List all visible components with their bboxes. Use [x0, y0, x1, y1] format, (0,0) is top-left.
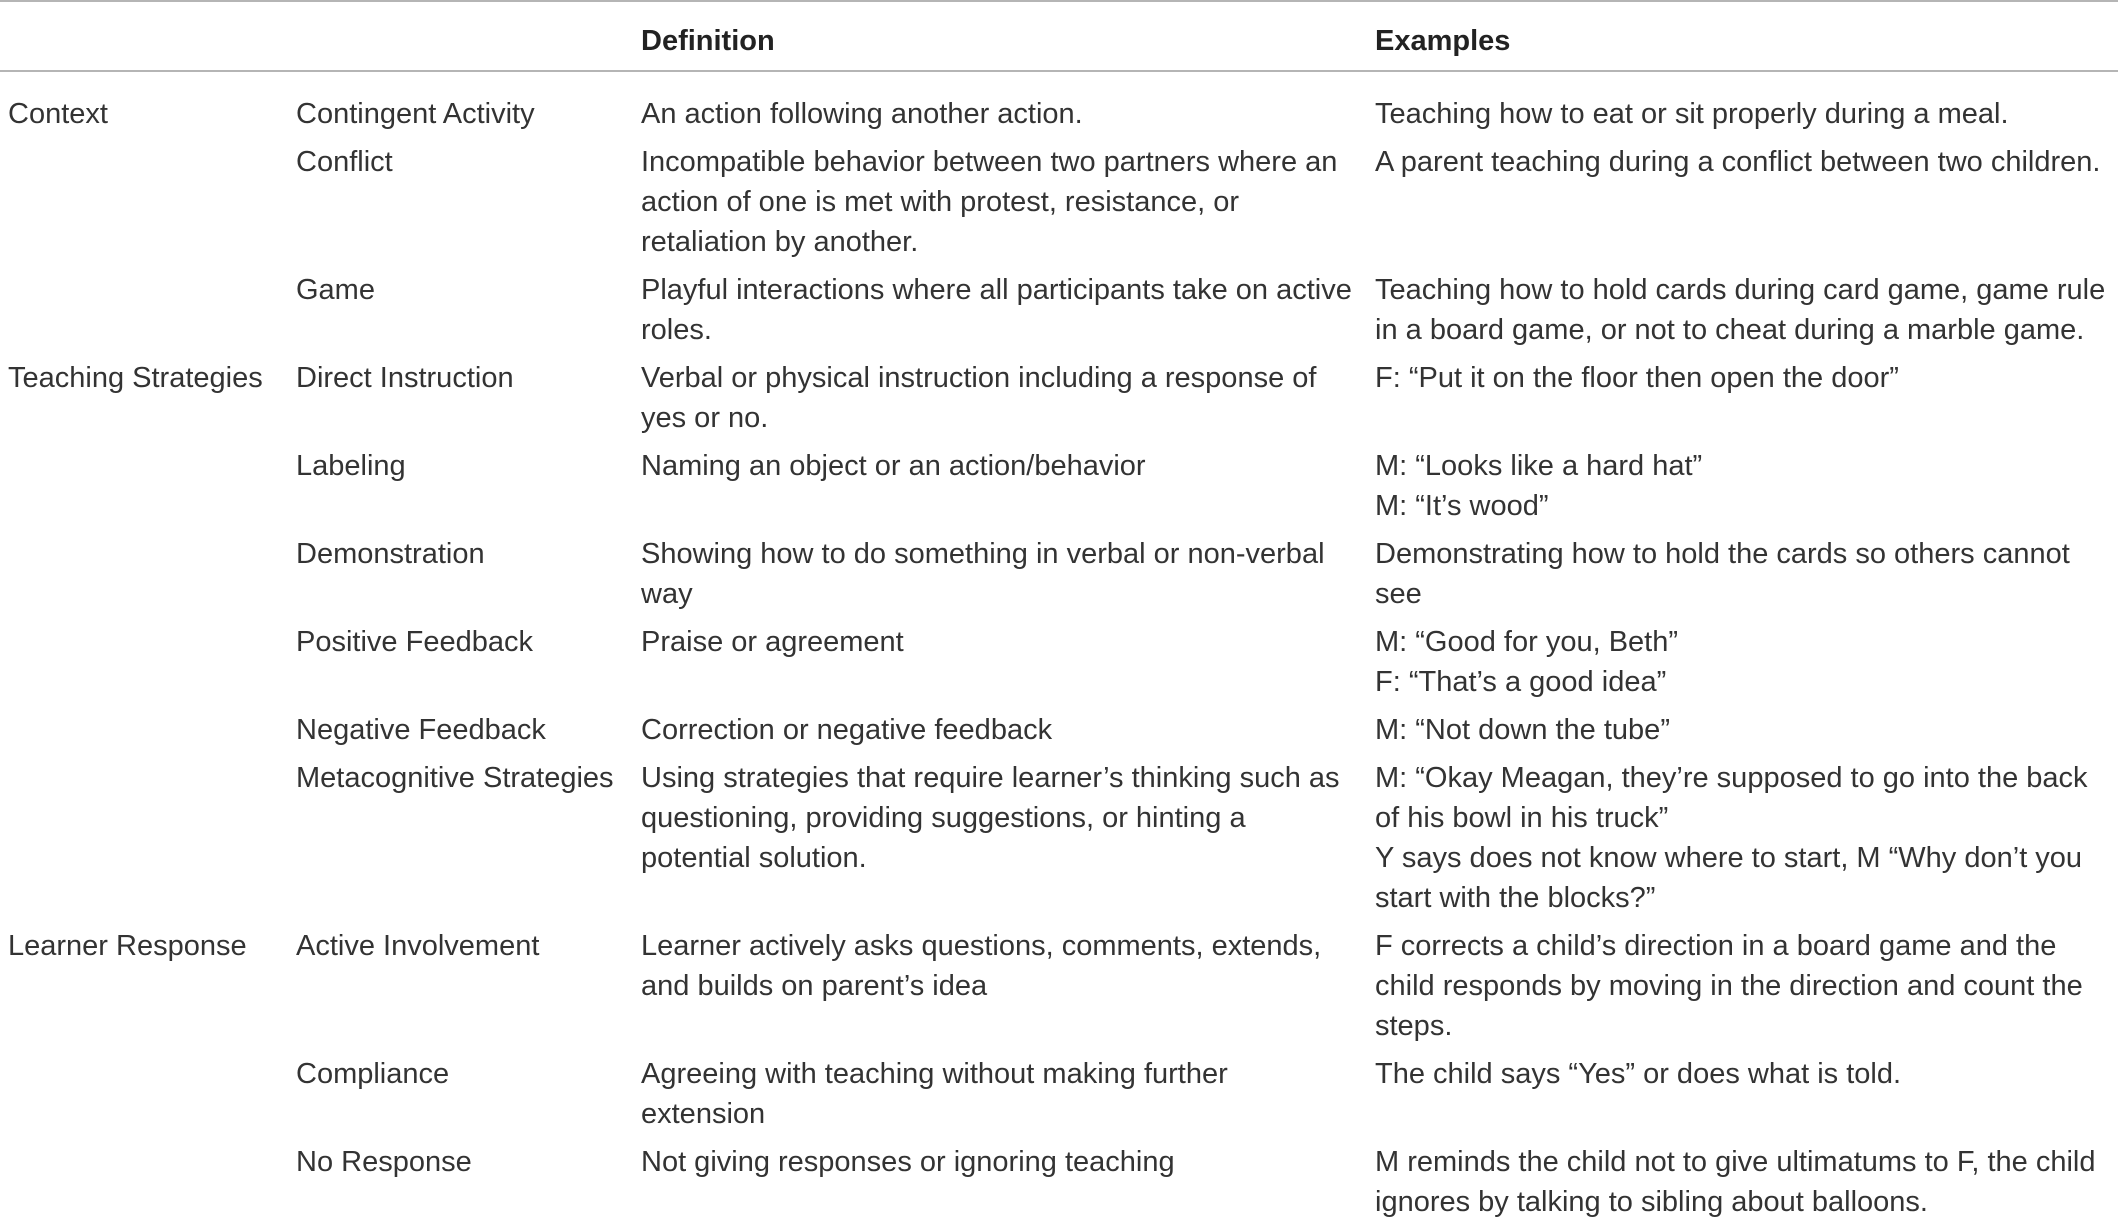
example-line: F: “That’s a good idea”: [1375, 666, 1667, 698]
table-row: [0, 758, 2118, 926]
table-row: [0, 710, 2118, 758]
definition-cell: Using strategies that require learner’s thinking such as questioning, providing suggestions, or hinting a potential solution.: [641, 762, 1340, 874]
group-cell: [0, 1142, 288, 1222]
definition-cell: Learner actively asks questions, comments, extends, and builds on parent’s idea: [641, 930, 1322, 1002]
table-row: [0, 358, 2118, 446]
table-header: [0, 1, 2118, 71]
examples-cell: [1367, 926, 2118, 1054]
category-cell: Game: [296, 274, 375, 306]
example-line: M: “It’s wood”: [1375, 490, 1549, 522]
table-row: [0, 926, 2118, 1054]
group-cell: Learner Response: [8, 930, 247, 962]
examples-cell: [1367, 710, 2118, 758]
definition-cell: Showing how to do something in verbal or non-verbal way: [641, 538, 1325, 610]
header-definition: Definition: [633, 1, 1367, 71]
example-line: F: “Put it on the floor then open the door”: [1375, 362, 1899, 394]
group-cell: [0, 758, 288, 926]
definition-cell: Correction or negative feedback: [641, 714, 1053, 746]
group-cell: [0, 1054, 288, 1142]
table-row: [0, 142, 2118, 270]
table-row: [0, 1142, 2118, 1222]
example-line: A parent teaching during a conflict between two children.: [1375, 146, 2101, 178]
examples-cell: [1367, 622, 2118, 710]
group-cell: [0, 534, 288, 622]
category-cell: Demonstration: [296, 538, 485, 570]
example-line: M: “Not down the tube”: [1375, 714, 1670, 746]
definition-cell: Playful interactions where all participants take on active roles.: [641, 274, 1352, 346]
examples-cell: [1367, 142, 2118, 270]
group-cell: [0, 622, 288, 710]
header-group: [0, 1, 288, 71]
example-line: Teaching how to hold cards during card game, game rule in a board game, or not to cheat during a marble game.: [1375, 274, 2106, 346]
group-cell: Teaching Strategies: [8, 362, 263, 394]
header-examples: Examples: [1367, 1, 2118, 71]
group-cell: Context: [8, 98, 108, 130]
table-row: [0, 1054, 2118, 1142]
examples-cell: [1367, 270, 2118, 358]
category-cell: Direct Instruction: [296, 362, 514, 394]
example-line: The child says “Yes” or does what is told.: [1375, 1058, 1902, 1090]
examples-cell: [1367, 1142, 2118, 1222]
definition-cell: Praise or agreement: [641, 626, 904, 658]
examples-cell: [1367, 534, 2118, 622]
example-line: F corrects a child’s direction in a board game and the child responds by moving in the direction and count the steps.: [1375, 930, 2083, 1042]
group-cell: [0, 270, 288, 358]
category-cell: Negative Feedback: [296, 714, 546, 746]
category-cell: Positive Feedback: [296, 626, 533, 658]
example-line: M: “Good for you, Beth”: [1375, 626, 1679, 658]
table-row: [0, 270, 2118, 358]
examples-cell: [1367, 758, 2118, 926]
examples-cell: [1367, 71, 2118, 142]
category-cell: Active Involvement: [296, 930, 540, 962]
table-row: [0, 446, 2118, 534]
category-cell: Labeling: [296, 450, 406, 482]
example-line: Y says does not know where to start, M “Why don’t you start with the blocks?”: [1375, 842, 2083, 914]
definition-cell: Not giving responses or ignoring teaching: [641, 1146, 1175, 1178]
example-line: Demonstrating how to hold the cards so others cannot see: [1375, 538, 2070, 610]
category-cell: Contingent Activity: [296, 98, 535, 130]
group-cell: [0, 446, 288, 534]
example-line: M: “Okay Meagan, they’re supposed to go into the back of his bowl in his truck”: [1375, 762, 2088, 834]
category-cell: Metacognitive Strategies: [296, 762, 614, 794]
definition-cell: Naming an object or an action/behavior: [641, 450, 1146, 482]
category-cell: No Response: [296, 1146, 472, 1178]
example-line: Teaching how to eat or sit properly during a meal.: [1375, 98, 2009, 130]
group-cell: [0, 710, 288, 758]
definition-cell: Verbal or physical instruction including a response of yes or no.: [641, 362, 1317, 434]
table-row: [0, 71, 2118, 142]
group-cell: [0, 142, 288, 270]
category-cell: Compliance: [296, 1058, 450, 1090]
table-body: [0, 71, 2118, 1222]
example-line: M reminds the child not to give ultimatums to F, the child ignores by talking to sibling about balloons.: [1375, 1146, 2096, 1218]
examples-cell: [1367, 446, 2118, 534]
header-category: [288, 1, 633, 71]
definition-cell: An action following another action.: [641, 98, 1083, 130]
example-line: M: “Looks like a hard hat”: [1375, 450, 1703, 482]
table-row: [0, 622, 2118, 710]
definition-cell: Incompatible behavior between two partners where an action of one is met with protest, resistance, or retaliation by another.: [641, 146, 1338, 258]
examples-cell: [1367, 1054, 2118, 1142]
category-cell: Conflict: [296, 146, 393, 178]
definition-cell: Agreeing with teaching without making further extension: [641, 1058, 1228, 1130]
header-row: [0, 1, 2118, 71]
table-row: [0, 534, 2118, 622]
examples-cell: [1367, 358, 2118, 446]
